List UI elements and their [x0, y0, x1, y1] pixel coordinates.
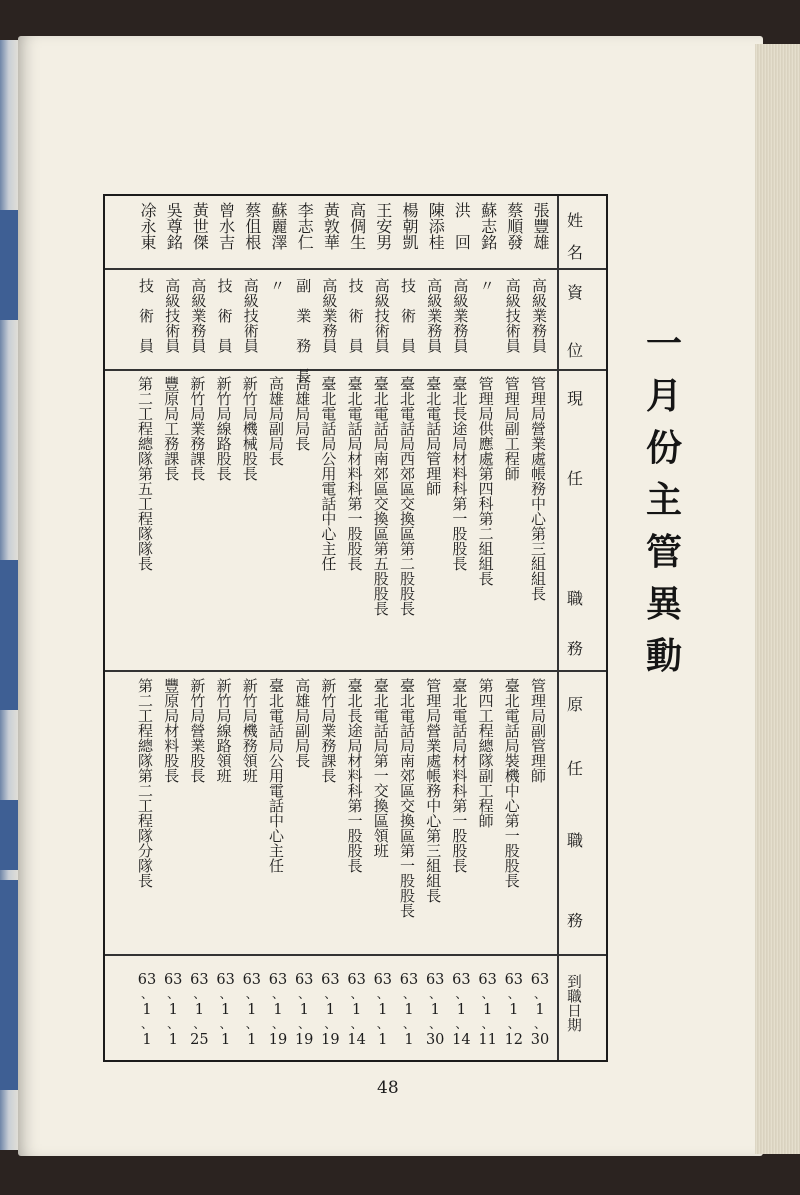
row-date-sep: 、: [167, 987, 180, 1001]
row-date: 1: [378, 1032, 388, 1048]
row-name: 吳尊銘: [164, 202, 184, 250]
row-date-sep: 、: [402, 987, 415, 1001]
row-date-sep: 、: [271, 1017, 284, 1031]
row-date-sep: 、: [324, 987, 337, 1001]
row-date: 19: [268, 1032, 288, 1048]
row-date-sep: 、: [481, 987, 494, 1001]
row-date: 12: [504, 1032, 524, 1048]
row-date-sep: 、: [193, 987, 206, 1001]
row-date: 63: [425, 972, 445, 988]
row-rank: 高級業務員: [189, 278, 208, 353]
title-char: 異: [645, 583, 682, 625]
row-date: 1: [456, 1002, 466, 1018]
header-previous: 任: [567, 759, 584, 778]
row-date: 63: [530, 972, 550, 988]
row-date: 63: [478, 972, 497, 988]
row-date: 63: [268, 972, 288, 988]
row-name: 洪 回: [452, 202, 472, 250]
row-current-post: 臺北電話局公用電話中心主任: [319, 376, 338, 571]
header-rank-1: 資: [567, 283, 584, 302]
row-rank: 〃: [477, 278, 496, 293]
row-date: 1: [247, 1032, 257, 1048]
row-date-sep: 、: [350, 1017, 363, 1031]
header-name-1: 姓: [567, 211, 584, 230]
row-previous-post: 新竹局營業股長: [188, 678, 207, 783]
row-previous-post: 臺北電話局裝機中心第一股股長: [502, 678, 521, 888]
row-name: 蔡順發: [504, 202, 524, 250]
row-date: 1: [168, 1002, 178, 1018]
row-date: 19: [321, 1032, 340, 1048]
row-date-sep: 、: [219, 987, 232, 1001]
row-current-post: 新竹局業務課長: [188, 376, 207, 481]
row-date-sep: 、: [429, 1017, 442, 1031]
row-name: 凃永東: [138, 202, 157, 250]
row-date-sep: 、: [402, 1017, 415, 1031]
row-rank: 副 業 務 長: [294, 278, 313, 383]
row-date-sep: 、: [167, 1017, 180, 1031]
row-current-post: 臺北長途局材料科第一股股長: [450, 376, 469, 571]
row-date: 1: [194, 1002, 204, 1018]
header-rank-2: 位: [567, 341, 584, 360]
row-date: 63: [294, 972, 314, 988]
row-current-post: 豐原局工務課長: [162, 376, 181, 481]
row-date: 63: [321, 972, 340, 988]
row-date-sep: 、: [481, 1017, 494, 1031]
row-date: 30: [530, 1032, 550, 1048]
row-date-sep: 、: [429, 987, 442, 1001]
row-current-post: 臺北電話局管理師: [424, 376, 443, 496]
row-name: 蘇麗澤: [269, 202, 288, 250]
row-rank: 高級業務員: [425, 278, 444, 353]
row-rank: 高級技術員: [372, 278, 391, 353]
row-previous-post: 臺北電話局南郊區交換區第一股股長: [398, 678, 416, 918]
title-char: 月: [645, 375, 682, 417]
row-current-post: 第二工程總隊第五工程隊隊長: [136, 376, 154, 571]
row-rank: 高級技術員: [163, 278, 182, 353]
row-previous-post: 新竹局線路領班: [214, 678, 233, 783]
header-name-2: 名: [567, 243, 584, 262]
row-current-post: 新竹局線路股長: [214, 376, 233, 481]
header-previous: 務: [567, 911, 584, 930]
row-rank: 高級業務員: [451, 278, 470, 353]
row-date: 30: [425, 1032, 445, 1048]
row-date-sep: 、: [455, 1017, 468, 1031]
row-name: 蘇志銘: [478, 202, 498, 250]
header-previous: 原: [567, 695, 584, 714]
title-char: 一: [645, 323, 682, 365]
row-date-sep: 、: [324, 1017, 337, 1031]
row-date: 63: [163, 972, 183, 988]
row-date-sep: 、: [298, 1017, 311, 1031]
row-current-post: 高雄局副局長: [267, 376, 285, 466]
row-previous-post: 豐原局材料股長: [162, 678, 181, 783]
row-previous-post: 高雄局副局長: [293, 678, 312, 768]
row-date: 1: [273, 1002, 283, 1018]
row-date-sep: 、: [533, 987, 546, 1001]
row-date: 63: [216, 972, 235, 988]
row-previous-post: 第二工程總隊第二工程隊分隊長: [136, 678, 154, 888]
row-rank: 技 術 員: [215, 278, 234, 353]
row-previous-post: 管理局營業處帳務中心第三組組長: [424, 678, 443, 903]
header-date: 到職日期: [565, 974, 581, 1032]
header-current: 任: [567, 469, 584, 488]
row-name: 楊朝凱: [400, 202, 419, 250]
row-name: 曾水吉: [216, 202, 236, 250]
row-date: 63: [399, 972, 419, 988]
row-date: 1: [299, 1002, 309, 1018]
row-date: 1: [535, 1002, 545, 1018]
row-rank: 技 術 員: [137, 278, 155, 353]
row-date: 1: [351, 1002, 362, 1018]
row-date-sep: 、: [376, 1017, 389, 1031]
row-rank: 高級技術員: [241, 278, 260, 353]
row-date-sep: 、: [193, 1017, 206, 1031]
row-current-post: 管理局副工程師: [502, 376, 521, 481]
row-previous-post: 臺北長途局材料科第一股股長: [345, 678, 364, 873]
row-date: 25: [190, 1032, 209, 1048]
row-date: 63: [347, 972, 366, 988]
row-date: 1: [378, 1002, 388, 1018]
row-date: 1: [430, 1002, 440, 1018]
title-char: 份: [645, 427, 682, 469]
row-previous-post: 臺北電話局公用電話中心主任: [267, 678, 285, 873]
row-date: 1: [220, 1032, 231, 1048]
row-current-post: 管理局供應處第四科第二組組長: [476, 376, 495, 586]
row-date: 63: [190, 972, 209, 988]
row-date-sep: 、: [533, 1017, 546, 1031]
row-current-post: 臺北電話局南郊區交換區第五股股長: [371, 376, 390, 616]
row-rank: 技 術 員: [346, 278, 365, 353]
row-name: 黃世傑: [190, 202, 210, 250]
row-date-sep: 、: [455, 987, 468, 1001]
row-date-sep: 、: [140, 987, 153, 1001]
row-date-sep: 、: [245, 1017, 258, 1031]
row-date-sep: 、: [507, 987, 520, 1001]
row-date-sep: 、: [350, 987, 363, 1001]
header-current: 現: [567, 389, 584, 408]
row-previous-post: 新竹局業務課長: [319, 678, 338, 783]
personnel-change-table: [103, 194, 608, 1062]
row-previous-post: 臺北電話局第一交換區領班: [371, 678, 390, 858]
header-previous: 職: [567, 831, 584, 850]
header-current: 務: [567, 639, 584, 658]
row-rank: 高級技術員: [503, 278, 522, 353]
row-date-sep: 、: [219, 1017, 232, 1031]
row-previous-post: 第四工程總隊副工程師: [476, 678, 495, 828]
row-current-post: 臺北電話局西郊區交換區第二股股長: [398, 376, 416, 616]
row-current-post: 新竹局機械股長: [240, 376, 259, 481]
row-date: 1: [325, 1002, 335, 1018]
row-date: 14: [452, 1032, 471, 1048]
row-current-post: 高雄局局長: [293, 376, 312, 451]
page-title: [636, 318, 692, 682]
row-date: 63: [137, 972, 157, 988]
row-date: 1: [404, 1002, 414, 1018]
page-number: 48: [377, 1078, 399, 1098]
title-char: 管: [645, 531, 682, 573]
row-date: 63: [373, 972, 393, 988]
row-rank: 技 術 員: [399, 278, 417, 353]
row-date: 14: [347, 1032, 366, 1048]
row-name: 張豐雄: [531, 202, 550, 250]
row-date-sep: 、: [298, 987, 311, 1001]
row-date-sep: 、: [245, 987, 258, 1001]
row-date: 1: [142, 1002, 152, 1018]
row-date: 11: [478, 1032, 497, 1048]
row-date-sep: 、: [140, 1017, 153, 1031]
row-previous-post: 管理局副管理師: [529, 678, 547, 783]
row-date: 1: [168, 1032, 178, 1048]
row-rank: 高級業務員: [530, 278, 548, 353]
row-date: 1: [482, 1002, 493, 1018]
row-date: 63: [452, 972, 471, 988]
row-date: 63: [504, 972, 524, 988]
row-name: 高倜生: [347, 202, 367, 250]
row-date-sep: 、: [507, 1017, 520, 1031]
title-char: 動: [645, 635, 682, 677]
row-name: 王安男: [373, 202, 393, 250]
title-char: 主: [645, 479, 682, 521]
row-date: 63: [242, 972, 262, 988]
row-date: 19: [294, 1032, 314, 1048]
row-name: 蔡伹根: [242, 202, 262, 250]
row-rank: 高級業務員: [320, 278, 339, 353]
page-stack-edge: [755, 44, 800, 1154]
row-current-post: 臺北電話局材料科第一股股長: [345, 376, 364, 571]
row-name: 黃敦華: [321, 202, 341, 250]
header-current: 職: [567, 589, 584, 608]
row-current-post: 管理局營業處帳務中心第三組組長: [529, 376, 547, 601]
row-name: 陳添桂: [426, 202, 446, 250]
row-date-sep: 、: [271, 987, 284, 1001]
row-date: 1: [509, 1002, 519, 1018]
row-previous-post: 臺北電話局材料科第一股股長: [450, 678, 469, 873]
row-previous-post: 新竹局機務領班: [240, 678, 259, 783]
row-date: 1: [404, 1032, 414, 1048]
row-date: 1: [247, 1002, 257, 1018]
row-date: 1: [142, 1032, 152, 1048]
row-name: 李志仁: [295, 202, 315, 250]
row-date-sep: 、: [376, 987, 389, 1001]
row-rank: 〃: [268, 278, 286, 293]
row-date: 1: [220, 1002, 231, 1018]
